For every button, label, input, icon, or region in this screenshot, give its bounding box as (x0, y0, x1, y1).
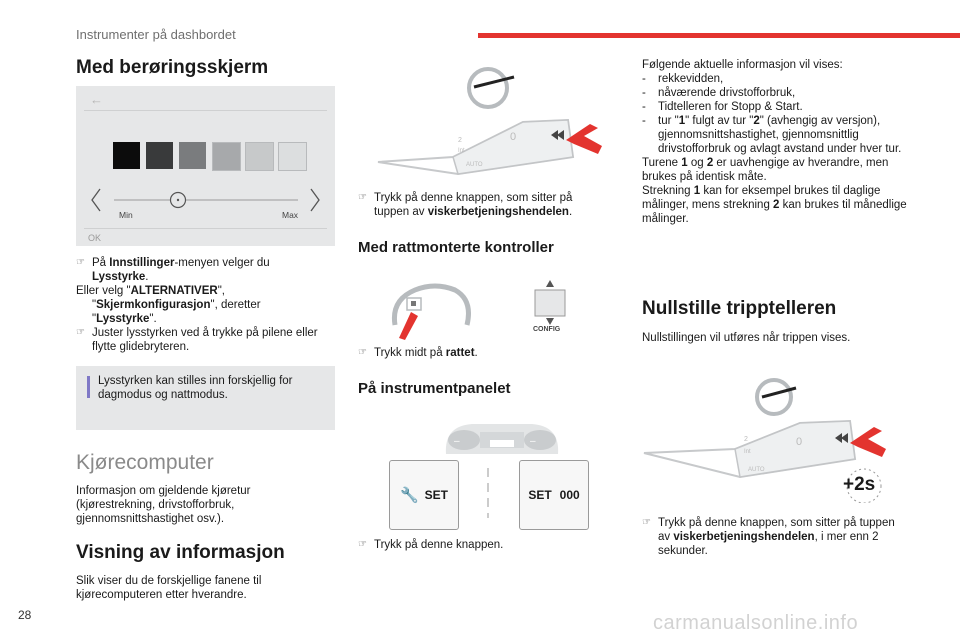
running-head: Instrumenter på dashbordet (76, 27, 236, 42)
brightness-instructions: ☞ På Innstillinger-menyen velger du Lysstyrke. Eller velg "ALTERNATIVER", "Skjermkonfigurasjon", deretter "Lysstyrke". ☞ Juster lysstyrken ved å trykke på pilene eller flytte glidebryteren. (76, 256, 326, 354)
plus-two-seconds-label: +2s (843, 474, 876, 495)
svg-text:Int: Int (458, 148, 465, 154)
wiper-stalk-illustration (358, 62, 608, 187)
steering-wheel-illustration (385, 270, 475, 340)
slider-min-label: Min (119, 210, 133, 220)
display-info-text: Slik viser du de forskjellige fanene til kjørecomputeren etter hverandre. (76, 575, 262, 601)
arrow-down-icon (546, 318, 554, 325)
title-reset-trip: Nullstille tripptelleren (642, 298, 837, 319)
title-steering-controls: Med rattmonterte kontroller (358, 239, 554, 256)
title-instrument-panel: På instrumentpanelet (358, 380, 511, 397)
title-touchscreen: Med berøringsskjerm (76, 57, 269, 78)
trip-info-list: Følgende aktuelle informasjon vil vises: - rekkevidden, - nåværende drivstofforbruk, - Tidtelleren for Stopp & Start. - tur "1" fulgt av tur "2" (avhengig av versjon), gjennomsnittshastighet, gjennomsnittlig drivstofforbruk og avlagt avstand under hver tur. Turene 1 og 2 er uavhengige av hverandre, men brukes på identisk måte. Strekning 1 kan for eksempel brukes til daglige målinger, mens strekning 2 kan brukes til månedlige målinger. (642, 58, 912, 226)
svg-text:–: – (454, 436, 460, 447)
header-red-rule (478, 33, 960, 38)
brightness-swatch (179, 142, 206, 169)
svg-text:2: 2 (458, 137, 462, 144)
svg-text:2: 2 (744, 436, 748, 443)
watermark: carmanualsonline.info (653, 612, 859, 634)
trip-computer-text: Informasjon om gjeldende kjøretur (kjørestrekning, drivstofforbruk, gjennomsnittshastighet osv.). (76, 485, 251, 525)
page-number: 28 (18, 608, 32, 622)
separator-dashes (483, 468, 493, 518)
red-arrow-icon (850, 427, 886, 457)
reset-trip-text: Nullstillingen vil utføres når trippen vises. (642, 332, 851, 344)
note-marker (87, 376, 90, 398)
title-trip-computer: Kjørecomputer (76, 451, 214, 474)
svg-text:AUTO: AUTO (466, 162, 483, 168)
svg-text:Int: Int (744, 449, 751, 455)
svg-text:0: 0 (796, 436, 803, 448)
ok-label: OK (88, 233, 102, 243)
brightness-swatch (212, 142, 241, 171)
config-label: CONFIG (533, 326, 561, 333)
reset-instruction: ☞ Trykk på denne knappen, som sitter på tuppen av viskerbetjeningshendelen, i mer enn 2 sekunder. (642, 516, 902, 558)
red-arrow-icon (399, 312, 418, 340)
set-button-illustration: 🔧 SET (389, 460, 459, 530)
brightness-swatch (245, 142, 274, 171)
instrument-cluster-illustration (442, 418, 562, 458)
chevron-right-icon (311, 189, 319, 211)
svg-text:AUTO: AUTO (748, 467, 765, 473)
brightness-swatch (146, 142, 173, 169)
wrench-icon: 🔧 (399, 487, 419, 504)
back-arrow-icon: ← (90, 92, 103, 107)
wiper-button-instruction: ☞ Trykk på denne knappen, som sitter på tuppen av viskerbetjeningshendelen. (358, 191, 603, 219)
info-note: Lysstyrken kan stilles inn forskjellig for dagmodus og nattmodus. (76, 366, 335, 430)
title-display-info: Visning av informasjon (76, 542, 285, 563)
steering-instruction: ☞ Trykk midt på rattet. (358, 346, 603, 360)
brightness-swatch (278, 142, 307, 171)
svg-text:0: 0 (510, 131, 517, 143)
brightness-swatch (113, 142, 140, 169)
panel-instruction: ☞ Trykk på denne knappen. (358, 538, 603, 552)
chevron-left-icon (92, 189, 100, 211)
slider-max-label: Max (282, 210, 299, 220)
arrow-up-icon (546, 280, 554, 287)
set-value-display-illustration: SET 000 (519, 460, 589, 530)
touchscreen-illustration (76, 86, 335, 246)
svg-text:–: – (530, 436, 536, 447)
